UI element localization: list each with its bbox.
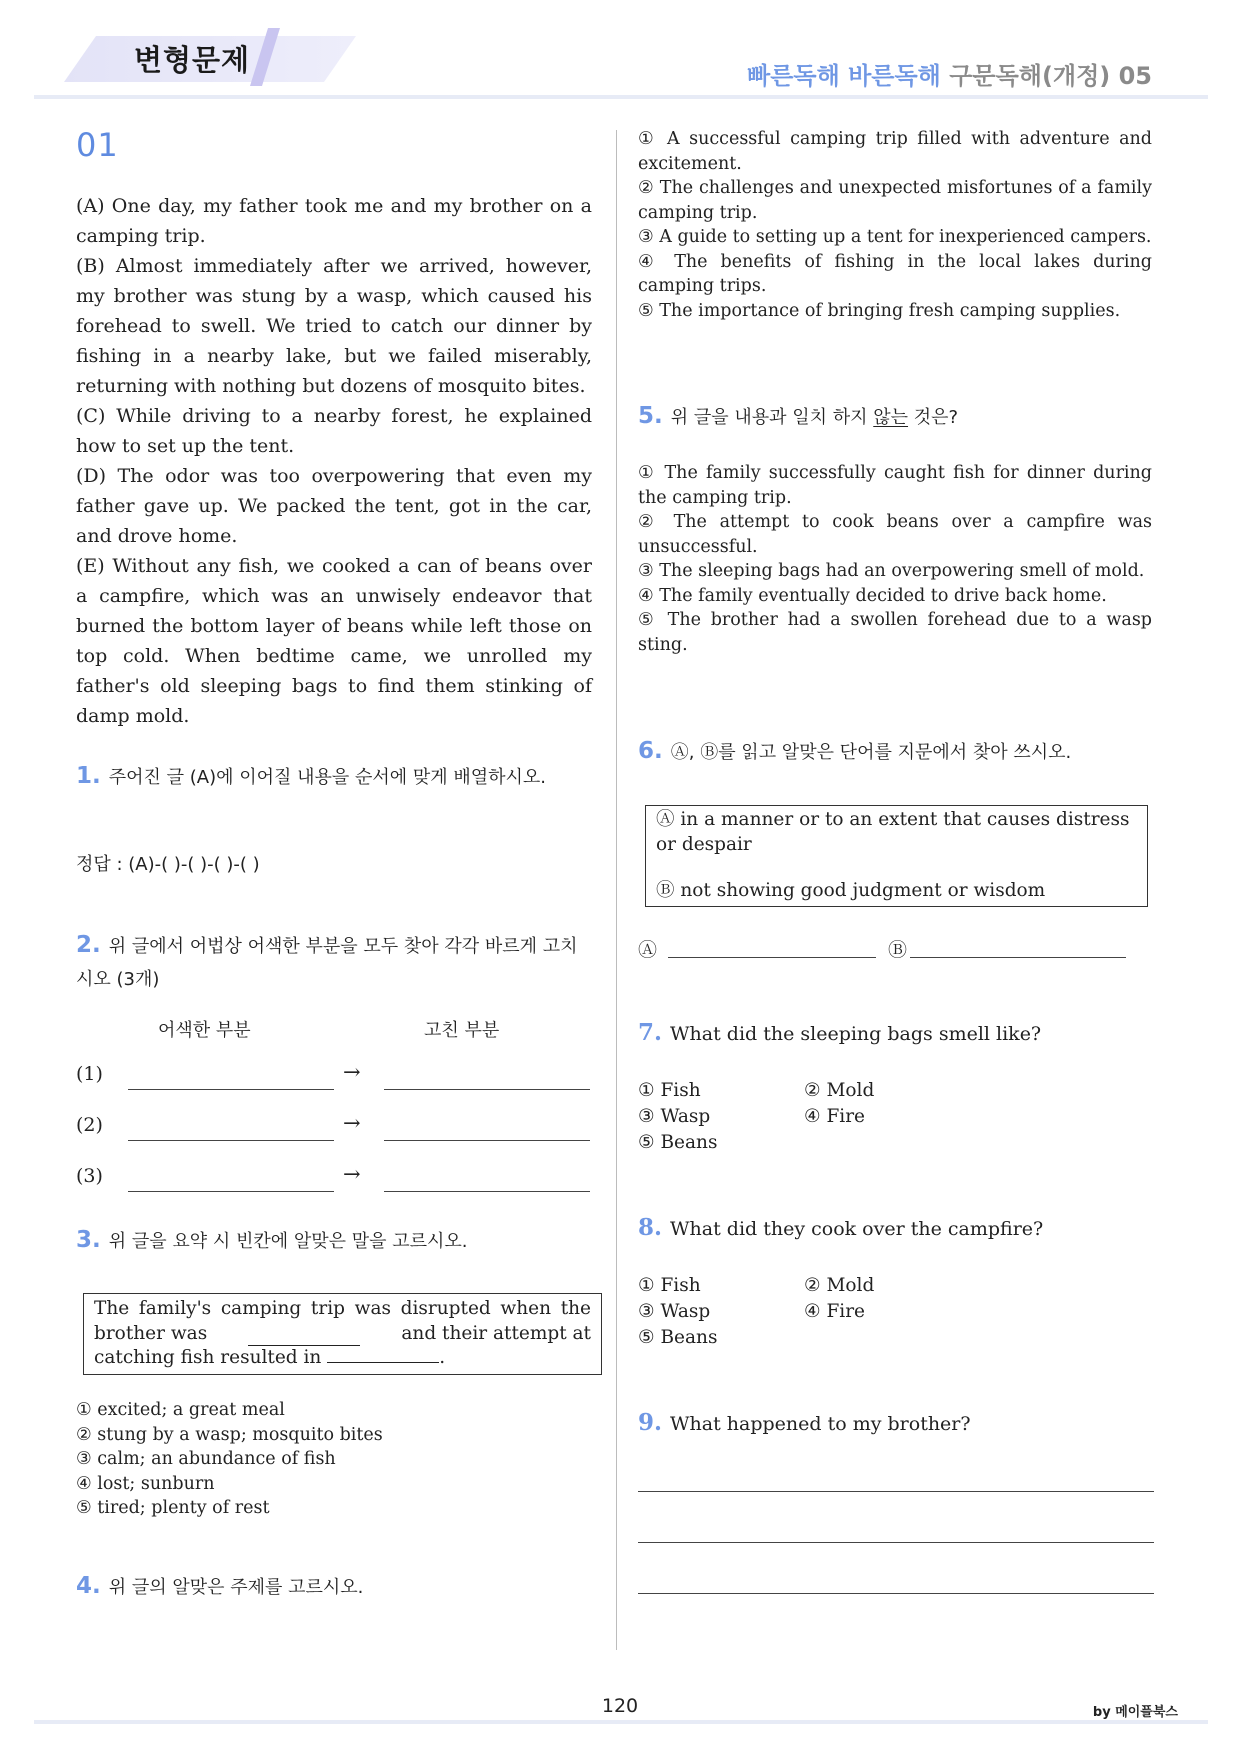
- q7-option-4[interactable]: ④ Fire: [804, 1106, 866, 1127]
- option-item[interactable]: ③ A guide to setting up a tent for inexperienced campers.: [638, 227, 1152, 247]
- q1-answer-line[interactable]: 정답 : (A)-( )-( )-( )-( ): [76, 854, 260, 875]
- option-item[interactable]: ③ calm; an abundance of fish: [76, 1449, 336, 1469]
- column-header-fixed: 고친 부분: [424, 1020, 500, 1041]
- passage-paragraph-c: (C) While driving to a nearby forest, he explained how to set up the tent.: [76, 405, 592, 457]
- q8-option-5[interactable]: ⑤ Beans: [638, 1327, 718, 1348]
- option-item[interactable]: ② The challenges and unexpected misfortunes of a family camping trip.: [638, 178, 1152, 223]
- arrow-icon: →: [343, 1060, 361, 1084]
- q4-options: [638, 127, 1152, 323]
- arrow-icon: →: [343, 1162, 361, 1186]
- q3-options: [76, 1398, 592, 1521]
- question-number: 1.: [76, 763, 101, 789]
- question-number: 4.: [76, 1573, 101, 1599]
- publisher-credit: by 메이플북스: [1092, 1705, 1178, 1720]
- passage-paragraph-b: (B) Almost immediately after we arrived, however, my brother was stung by a wasp, which caused his forehead to swell. We tried to catch our dinner by fishing in a nearby lake, but we failed miserably, returning with nothing but dozens of mosquito bites.: [76, 255, 592, 397]
- question-text-underlined: 않는: [873, 407, 909, 428]
- summary-line-1: The family's camping trip was disrupted when the: [94, 1298, 591, 1319]
- option-item[interactable]: ① excited; a great meal: [76, 1400, 285, 1420]
- question-text: What did they cook over the campfire?: [670, 1218, 1044, 1240]
- summary-line-2: [94, 1322, 591, 1347]
- summary-text: catching fish resulted in: [94, 1347, 322, 1368]
- summary-line-3: [94, 1346, 591, 1371]
- q8-option-3[interactable]: ③ Wasp: [638, 1301, 711, 1322]
- question-5: [638, 400, 1152, 434]
- answer-line-1[interactable]: [638, 1491, 1154, 1492]
- q7-option-5[interactable]: ⑤ Beans: [638, 1132, 718, 1153]
- option-item[interactable]: ① A successful camping trip filled with adventure and excitement.: [638, 129, 1152, 174]
- question-text: 위 글의 알맞은 주제를 고르시오.: [108, 1577, 364, 1598]
- definition-a: Ⓐ in a manner or to an extent that causes distress or despair: [656, 809, 1130, 855]
- answer-label-b: Ⓑ: [888, 939, 908, 961]
- answer-label-a: Ⓐ: [638, 939, 658, 961]
- question-text: 위 글을 내용과 일치 하지: [670, 407, 874, 428]
- column-header-wrong: 어색한 부분: [158, 1020, 251, 1041]
- question-7: [638, 1016, 1152, 1051]
- question-text: What did the sleeping bags smell like?: [670, 1023, 1042, 1045]
- question-4: [76, 1570, 592, 1604]
- answer-blank-a[interactable]: [668, 957, 876, 958]
- question-1: [76, 760, 592, 794]
- passage-number: 01: [76, 126, 119, 164]
- question-text: 위 글에서 어법상 어색한 부분을 모두 찾아 각각 바르게 고치시오 (3개): [76, 936, 578, 990]
- summary-blank-b[interactable]: [327, 1362, 439, 1363]
- option-item[interactable]: ② stung by a wasp; mosquito bites: [76, 1424, 383, 1445]
- answer-blank-b[interactable]: [910, 957, 1126, 958]
- passage-paragraph-e: (E) Without any fish, we cooked a can of beans over a campfire, which was an unwisely endeavor that burned the bottom layer of beans while left those on top cold. When bedtime came, we unrolled my father's old sleeping bags to find them stinking of damp mold.: [76, 555, 592, 727]
- header-divider: [34, 95, 1208, 99]
- q7-option-3[interactable]: ③ Wasp: [638, 1106, 711, 1127]
- q2-fixed-blank-3[interactable]: [384, 1191, 590, 1192]
- q2-row-label-2: (2): [76, 1114, 103, 1136]
- question-number: 2.: [76, 932, 101, 958]
- series-title-sub: 구문독해(개정) 05: [949, 62, 1152, 90]
- definition-gap: [656, 857, 1137, 879]
- question-number: 6.: [638, 738, 663, 764]
- q8-option-1[interactable]: ① Fish: [638, 1275, 701, 1296]
- question-8: [638, 1211, 1152, 1246]
- arrow-icon: →: [343, 1111, 361, 1135]
- q2-row-label-3: (3): [76, 1165, 103, 1187]
- option-item[interactable]: ⑤ The importance of bringing fresh camping supplies.: [638, 300, 1121, 321]
- question-text: 것은?: [908, 407, 959, 428]
- column-divider: [616, 130, 617, 1650]
- question-number: 3.: [76, 1227, 101, 1253]
- definition-box: [645, 805, 1148, 907]
- answer-line-2[interactable]: [638, 1542, 1154, 1543]
- q2-row-label-1: (1): [76, 1063, 103, 1085]
- q2-wrong-blank-2[interactable]: [128, 1140, 334, 1141]
- q2-fixed-blank-2[interactable]: [384, 1140, 590, 1141]
- summary-text: and their attempt at: [401, 1322, 591, 1344]
- question-number: 5.: [638, 403, 663, 429]
- question-number: 8.: [638, 1214, 663, 1241]
- option-item[interactable]: ① The family successfully caught fish for dinner during the camping trip.: [638, 463, 1152, 508]
- question-text: Ⓐ, Ⓑ를 읽고 알맞은 단어를 지문에서 찾아 쓰시오.: [670, 742, 1072, 763]
- option-item[interactable]: ④ The family eventually decided to drive back home.: [638, 585, 1107, 606]
- series-title: [747, 56, 1152, 91]
- q5-options: [638, 461, 1152, 657]
- question-number: 9.: [638, 1409, 663, 1436]
- series-title-main: 빠른독해 바른독해: [747, 62, 941, 90]
- question-number: 7.: [638, 1019, 663, 1046]
- q2-wrong-blank-1[interactable]: [128, 1089, 334, 1090]
- page-number: 120: [601, 1695, 639, 1717]
- q7-option-2[interactable]: ② Mold: [804, 1080, 875, 1101]
- option-item[interactable]: ② The attempt to cook beans over a campfire was unsuccessful.: [638, 512, 1152, 557]
- reading-passage: [76, 191, 592, 731]
- option-item[interactable]: ④ lost; sunburn: [76, 1473, 215, 1494]
- question-text: What happened to my brother?: [670, 1413, 971, 1435]
- option-item[interactable]: ⑤ The brother had a swollen forehead due to a wasp sting.: [638, 610, 1152, 655]
- summary-blank-a[interactable]: [248, 1322, 360, 1347]
- q2-fixed-blank-1[interactable]: [384, 1089, 590, 1090]
- option-item[interactable]: ③ The sleeping bags had an overpowering smell of mold.: [638, 561, 1145, 581]
- question-2: [76, 929, 592, 996]
- option-item[interactable]: ⑤ tired; plenty of rest: [76, 1498, 270, 1518]
- summary-box: [83, 1293, 602, 1375]
- q7-option-1[interactable]: ① Fish: [638, 1080, 701, 1101]
- header-badge-title: 변형문제: [134, 43, 251, 77]
- footer-divider: [34, 1720, 1208, 1724]
- summary-text: brother was: [94, 1322, 208, 1344]
- q2-wrong-blank-3[interactable]: [128, 1191, 334, 1192]
- passage-paragraph-d: (D) The odor was too overpowering that even my father gave up. We packed the tent, got in the car, and drove home.: [76, 465, 592, 547]
- passage-paragraph-a: (A) One day, my father took me and my brother on a camping trip.: [76, 195, 592, 247]
- q8-option-2[interactable]: ② Mold: [804, 1275, 875, 1296]
- question-6: [638, 735, 1152, 769]
- answer-line-3[interactable]: [638, 1593, 1154, 1594]
- question-3: [76, 1224, 592, 1258]
- option-item[interactable]: ④ The benefits of fishing in the local lakes during camping trips.: [638, 251, 1152, 296]
- summary-period: .: [439, 1347, 446, 1368]
- definition-b: Ⓑ not showing good judgment or wisdom: [656, 880, 1046, 901]
- question-text: 주어진 글 (A)에 이어질 내용을 순서에 맞게 배열하시오.: [108, 767, 547, 788]
- q8-option-4[interactable]: ④ Fire: [804, 1301, 866, 1322]
- question-9: [638, 1406, 1152, 1441]
- question-text: 위 글을 요약 시 빈칸에 알맞은 말을 고르시오.: [108, 1231, 468, 1252]
